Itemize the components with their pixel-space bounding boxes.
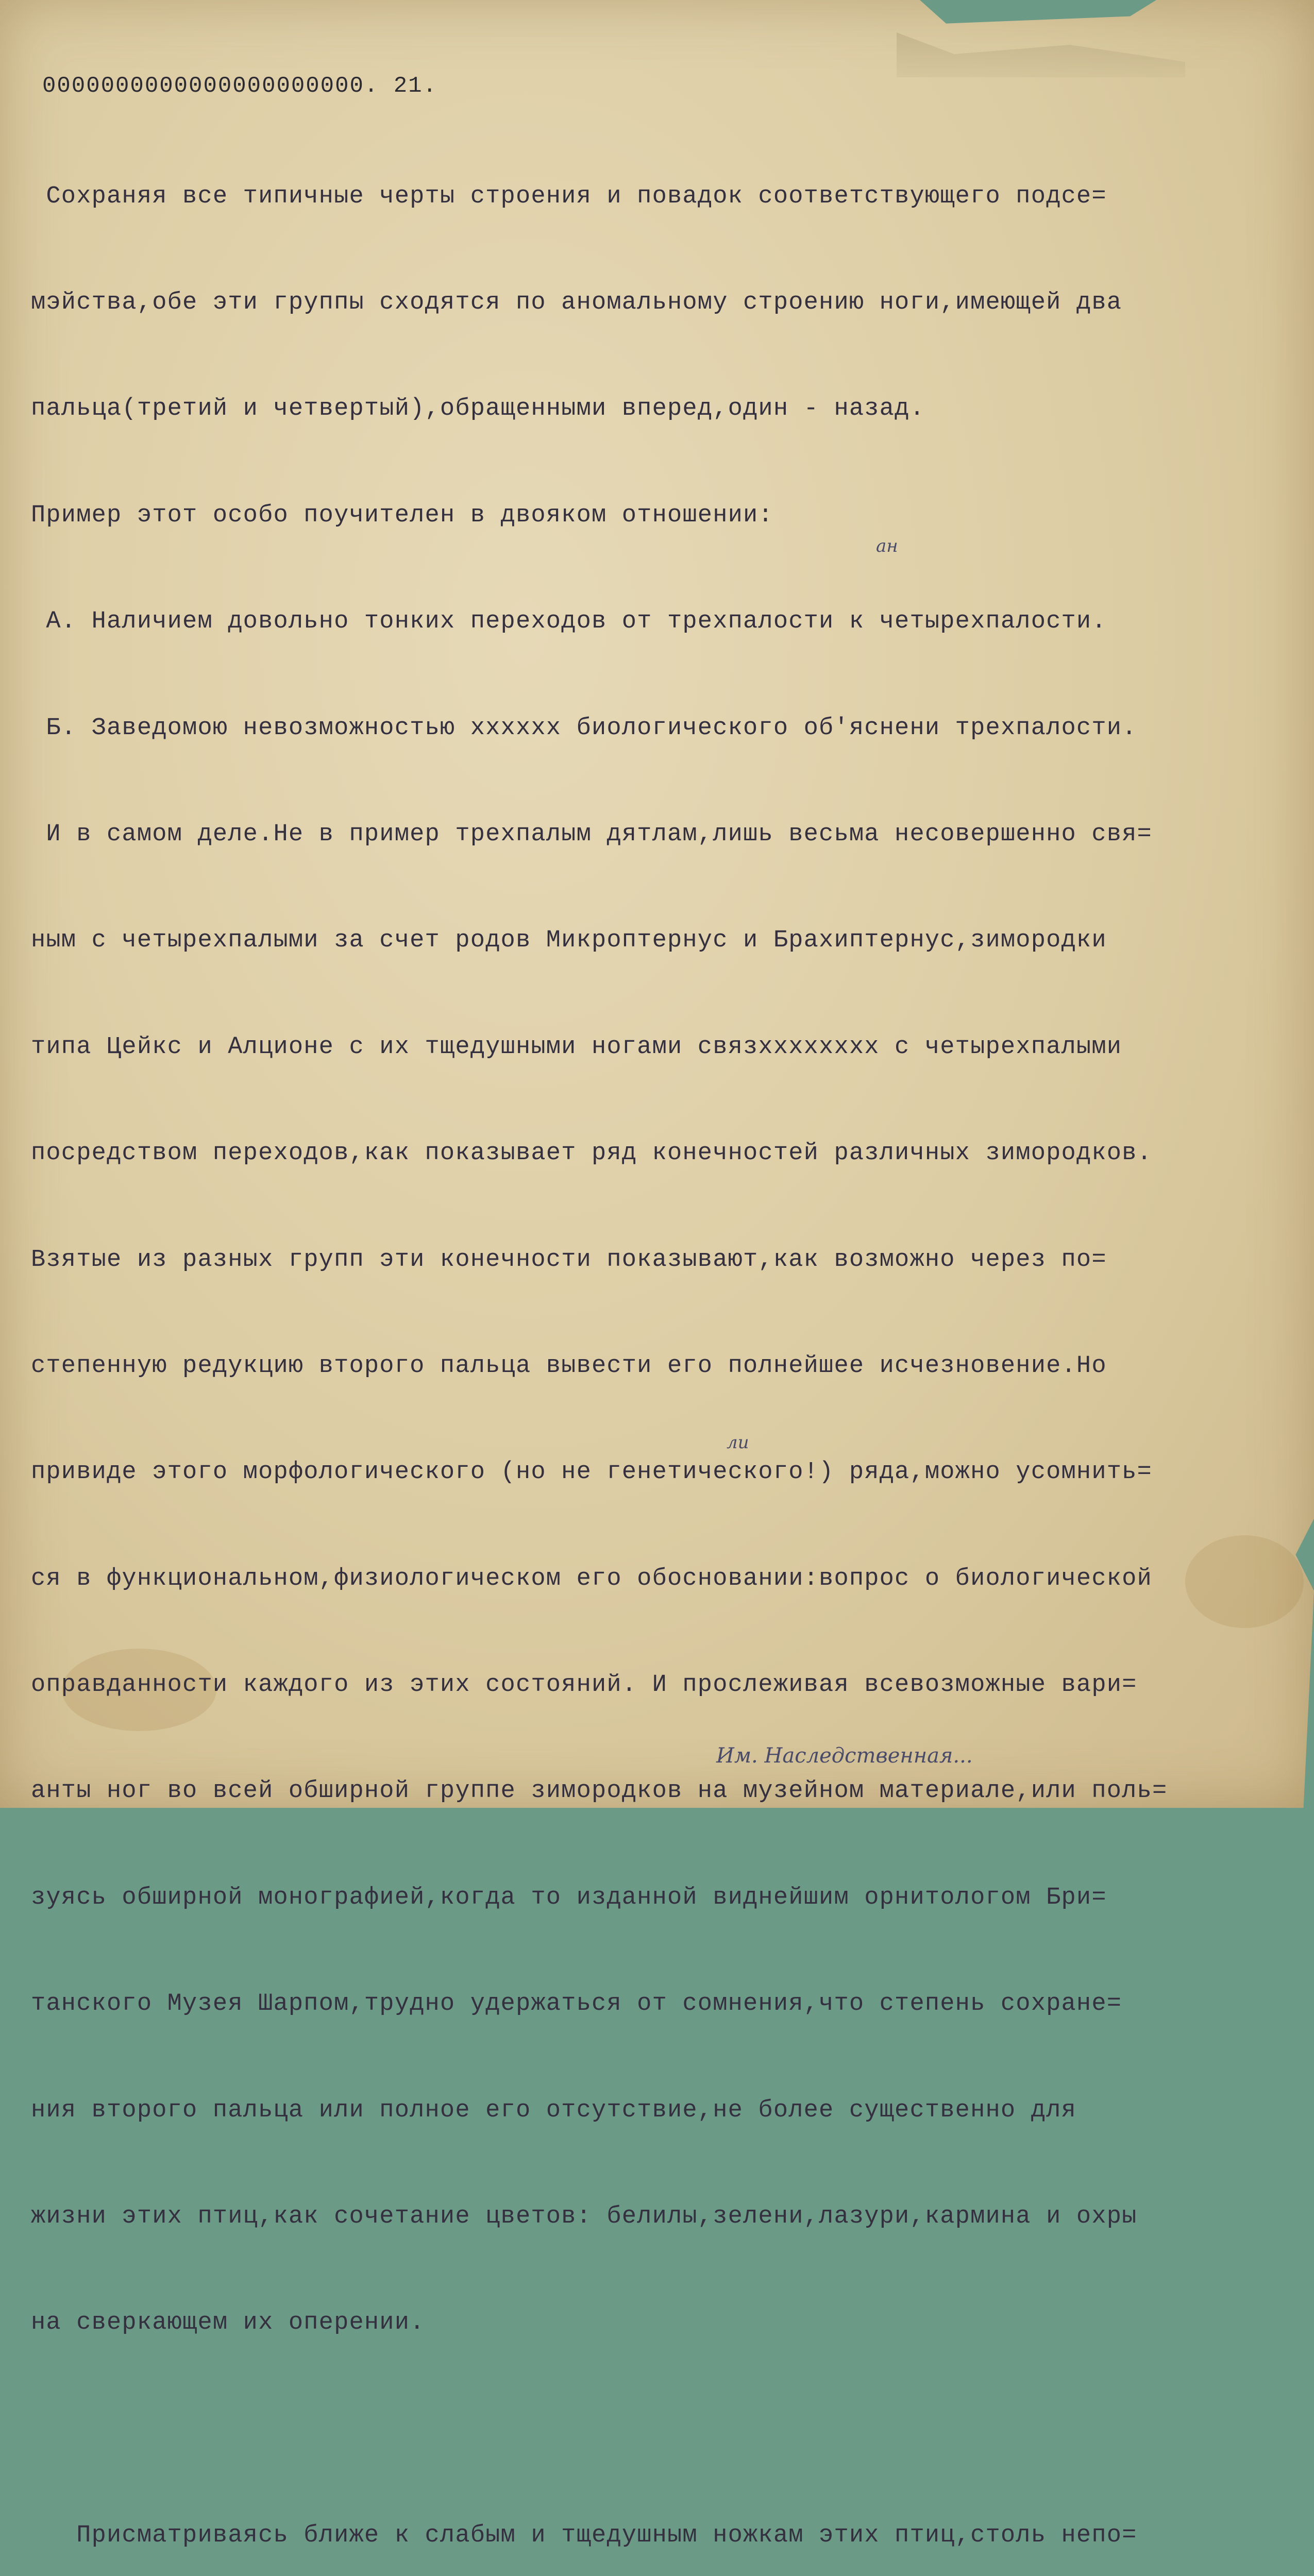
handwritten-insertion: ли (727, 1432, 749, 1453)
typed-body (31, 108, 1299, 2576)
page-number-header: 0000000000000000000000. 21. (42, 73, 437, 99)
text-line: привиде этого морфологического (но не генетического!) ряда,можно усомнить= (31, 1459, 1152, 1486)
text-line: Б. Заведомою невозможностью хххххх биологического об'яснени трехпалости. (31, 714, 1137, 742)
text-line: ным с четырехпалыми за счет родов Микроптернус и Брахиптернус,зимородки (31, 927, 1107, 955)
text-line: пальца(третий и четвертый),обращенными вперед,один - назад. (31, 395, 925, 423)
text-line: анты ног во всей обширной группе зимородков на музейном материале,или поль= (31, 1777, 1168, 1805)
handwritten-margin-note: Им. Наследственная... (716, 1744, 973, 1768)
text-line: степенную редукцию второго пальца вывести его полнейшее исчезновение.Но (31, 1352, 1107, 1380)
text-line: на сверкающем их оперении. (31, 2309, 425, 2337)
text-line: мэйства,обе эти группы сходятся по аномальному строению ноги,имеющей два (31, 289, 1122, 316)
text-line: зуясь обширной монографией,когда то изданной виднейшим орнитологом Бри= (31, 1884, 1107, 1911)
blank-line (31, 2412, 1299, 2448)
text-line: Взятые из разных групп эти конечности показывают,как возможно через по= (31, 1246, 1107, 1274)
text-line: Пример этот особо поучителен в двояком отношении: (31, 501, 773, 529)
text-line: ния второго пальца или полное его отсутствие,не более существенно для (31, 2096, 1076, 2124)
text-line: Присматриваясь ближе к слабым и тщедушным ножкам этих птиц,столь непо= (31, 2522, 1137, 2550)
text-line: ся в функциональном,физиологическом его обосновании:вопрос о биологической (31, 1565, 1152, 1592)
text-line: Сохраняя все типичные черты строения и повадок соответствующего подсе= (31, 182, 1107, 210)
text-line: танского Музея Шарпом,трудно удержаться от сомнения,что степень сохране= (31, 1990, 1122, 2018)
text-line: А. Наличием довольно тонких переходов от трехпалости к четырехпалости. (31, 608, 1107, 636)
text-line: посредством переходов,как показывает ряд конечностей различных зимородков. (31, 1140, 1152, 1167)
text-line: оправданности каждого из этих состояний. И прослеживая всевозможные вари= (31, 1671, 1137, 1699)
text-line: И в самом деле.Не в пример трехпалым дятлам,лишь весьма несовершенно свя= (31, 820, 1152, 848)
handwritten-insertion: ан (876, 536, 898, 556)
text-line: типа Цейкс и Алционе с их тщедушными ногами связхххххххх с четырехпалыми (31, 1033, 1122, 1061)
text-line: жизни этих птиц,как сочетание цветов: белилы,зелени,лазури,кармина и охры (31, 2203, 1137, 2231)
